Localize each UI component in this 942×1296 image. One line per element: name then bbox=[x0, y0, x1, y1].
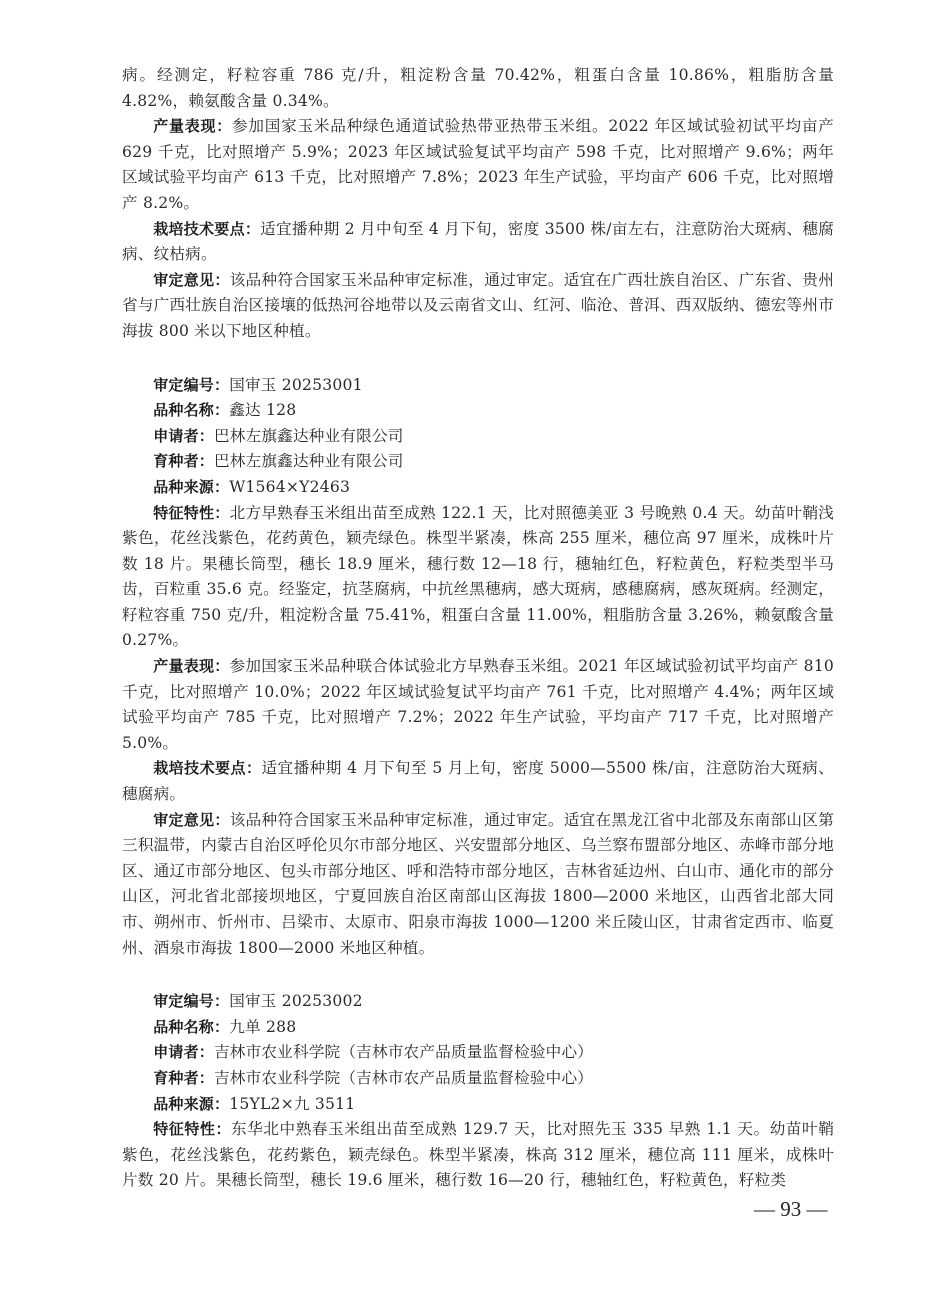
variety-name bbox=[122, 398, 834, 424]
variety-entry-20253001 bbox=[122, 373, 834, 962]
opinion-paragraph bbox=[122, 268, 834, 345]
yield-label: 产量表现： bbox=[153, 117, 233, 136]
entry-spacer bbox=[122, 345, 834, 373]
opinion-label: 审定意见： bbox=[153, 270, 230, 289]
breeder-value: 巴林左旗鑫达种业有限公司 bbox=[214, 452, 404, 471]
characteristics-text: 东华北中熟春玉米组出苗至成熟 129.7 天，比对照先玉 335 早熟 1.1 天。幼苗叶鞘紫色，花丝浅紫色，花药紫色，颖壳绿色。株型半紧凑，株高 312 厘米，穗位高 111 厘米，成株叶片数 20 片。果穗长筒型，穗长 19.6 厘米，穗行数 16—20 行，穗轴红色，籽粒黄色，籽粒类 bbox=[122, 1120, 834, 1190]
characteristics-continuation: 病。经测定，籽粒容重 786 克/升，粗淀粉含量 70.42%，粗蛋白含量 10.86%，粗脂肪含量 4.82%，赖氨酸含量 0.34%。 bbox=[122, 66, 834, 110]
variety-entry-20253002 bbox=[122, 989, 834, 1194]
page-number: — 93 — bbox=[754, 1197, 828, 1221]
yield-paragraph bbox=[122, 114, 834, 216]
characteristics-text: 北方早熟春玉米组出苗至成熟 122.1 天，比对照德美亚 3 号晚熟 0.4 天。幼苗叶鞘浅紫色，花丝浅紫色，花药黄色，颖壳绿色。株型半紧凑，株高 255 厘米，穗位高 97 厘米，成株叶片数 18 片。果穗长筒型，穗长 18.9 厘米，穗行数 12—18 行，穗轴红色，籽粒黄色，籽粒类型半马齿，百粒重 35.6 克。经鉴定，抗茎腐病，中抗丝黑穗病，感大斑病，感穗腐病，感灰斑病。经测定，籽粒容重 750 克/升，粗淀粉含量 75.41%，粗蛋白含量 11.00%，粗脂肪含量 3.26%，赖氨酸含量 0.27%。 bbox=[122, 503, 834, 650]
applicant bbox=[122, 1040, 834, 1066]
variety-name-value: 九单 288 bbox=[229, 1017, 297, 1036]
approval-number-label: 审定编号： bbox=[153, 992, 230, 1011]
characteristics-label: 特征特性： bbox=[153, 1120, 232, 1139]
approval-number bbox=[122, 989, 834, 1015]
document-page bbox=[122, 63, 834, 1194]
applicant-label: 申请者： bbox=[153, 426, 214, 445]
characteristics-label: 特征特性： bbox=[153, 503, 230, 522]
breeder bbox=[122, 449, 834, 475]
approval-number-value: 国审玉 20253001 bbox=[229, 375, 363, 394]
breeder-label: 育种者： bbox=[153, 1068, 214, 1087]
applicant-label: 申请者： bbox=[153, 1043, 214, 1062]
cultivation-paragraph bbox=[122, 217, 834, 268]
opinion-text: 该品种符合国家玉米品种审定标准，通过审定。适宜在黑龙江省中北部及东南部山区第三积温带，内蒙古自治区呼伦贝尔市部分地区、兴安盟部分地区、乌兰察布盟部分地区、赤峰市部分地区、通辽市部分地区、包头市部分地区、呼和浩特市部分地区，吉林省延边州、白山市、通化市的部分山区，河北省北部接坝地区，宁夏回族自治区南部山区海拔 1800—2000 米地区，山西省北部大同市、朔州市、忻州市、吕梁市、太原市、阳泉市海拔 1000—1200 米丘陵山区，甘肃省定西市、临夏州、酒泉市海拔 1800—2000 米地区种植。 bbox=[122, 810, 834, 957]
cultivation-label: 栽培技术要点： bbox=[153, 219, 261, 238]
opinion-label: 审定意见： bbox=[153, 810, 230, 829]
entry-spacer bbox=[122, 961, 834, 989]
yield-paragraph bbox=[122, 654, 834, 756]
yield-label: 产量表现： bbox=[153, 657, 230, 676]
cultivation-label: 栽培技术要点： bbox=[153, 759, 262, 778]
characteristics-paragraph bbox=[122, 1117, 834, 1194]
cultivation-text: 适宜播种期 2 月中旬至 4 月下旬，密度 3500 株/亩左右，注意防治大斑病、穗腐病、纹枯病。 bbox=[122, 219, 834, 264]
yield-text: 参加国家玉米品种联合体试验北方早熟春玉米组。2021 年区域试验初试平均亩产 810 千克，比对照增产 10.0%；2022 年区域试验复试平均亩产 761 千克，比对照增产 4.4%；两年区域试验平均亩产 785 千克，比对照增产 7.2%；2022 年生产试验，平均亩产 717 千克，比对照增产 5.0%。 bbox=[122, 657, 834, 752]
opinion-paragraph bbox=[122, 808, 834, 962]
variety-name bbox=[122, 1015, 834, 1041]
applicant-value: 巴林左旗鑫达种业有限公司 bbox=[214, 426, 404, 445]
variety-name-label: 品种名称： bbox=[153, 1017, 230, 1036]
applicant-value: 吉林市农业科学院（吉林市农产品质量监督检验中心） bbox=[214, 1043, 594, 1062]
opinion-text: 该品种符合国家玉米品种审定标准，通过审定。适宜在广西壮族自治区、广东省、贵州省与广西壮族自治区接壤的低热河谷地带以及云南省文山、红河、临沧、普洱、西双版纳、德宏等州市海拔 800 米以下地区种植。 bbox=[122, 270, 834, 340]
cultivation-paragraph bbox=[122, 756, 834, 807]
breeder bbox=[122, 1066, 834, 1092]
breeder-label: 育种者： bbox=[153, 452, 214, 471]
yield-text: 参加国家玉米品种绿色通道试验热带亚热带玉米组。2022 年区域试验初试平均亩产 629 千克，比对照增产 5.9%；2023 年区域试验复试平均亩产 598 千克，比对照增产 9.6%；两年区域试验平均亩产 613 千克，比对照增产 7.8%；2023 年生产试验，平均亩产 606 千克，比对照增产 8.2%。 bbox=[122, 117, 834, 212]
variety-source-value: W1564×Y2463 bbox=[229, 477, 351, 496]
variety-source-value: 15YL2×九 3511 bbox=[229, 1094, 356, 1113]
previous-entry-continuation bbox=[122, 63, 834, 345]
characteristics-paragraph bbox=[122, 501, 834, 655]
approval-number-value: 国审玉 20253002 bbox=[229, 992, 363, 1011]
variety-source-label: 品种来源： bbox=[153, 477, 230, 496]
approval-number bbox=[122, 373, 834, 399]
variety-name-label: 品种名称： bbox=[153, 401, 230, 420]
variety-source-label: 品种来源： bbox=[153, 1094, 230, 1113]
variety-source bbox=[122, 475, 834, 501]
variety-name-value: 鑫达 128 bbox=[229, 401, 297, 420]
breeder-value: 吉林市农业科学院（吉林市农产品质量监督检验中心） bbox=[214, 1068, 594, 1087]
cultivation-text: 适宜播种期 4 月下旬至 5 月上旬，密度 5000—5500 株/亩，注意防治大斑病、穗腐病。 bbox=[122, 759, 834, 804]
applicant bbox=[122, 424, 834, 450]
variety-source bbox=[122, 1092, 834, 1118]
approval-number-label: 审定编号： bbox=[153, 375, 230, 394]
